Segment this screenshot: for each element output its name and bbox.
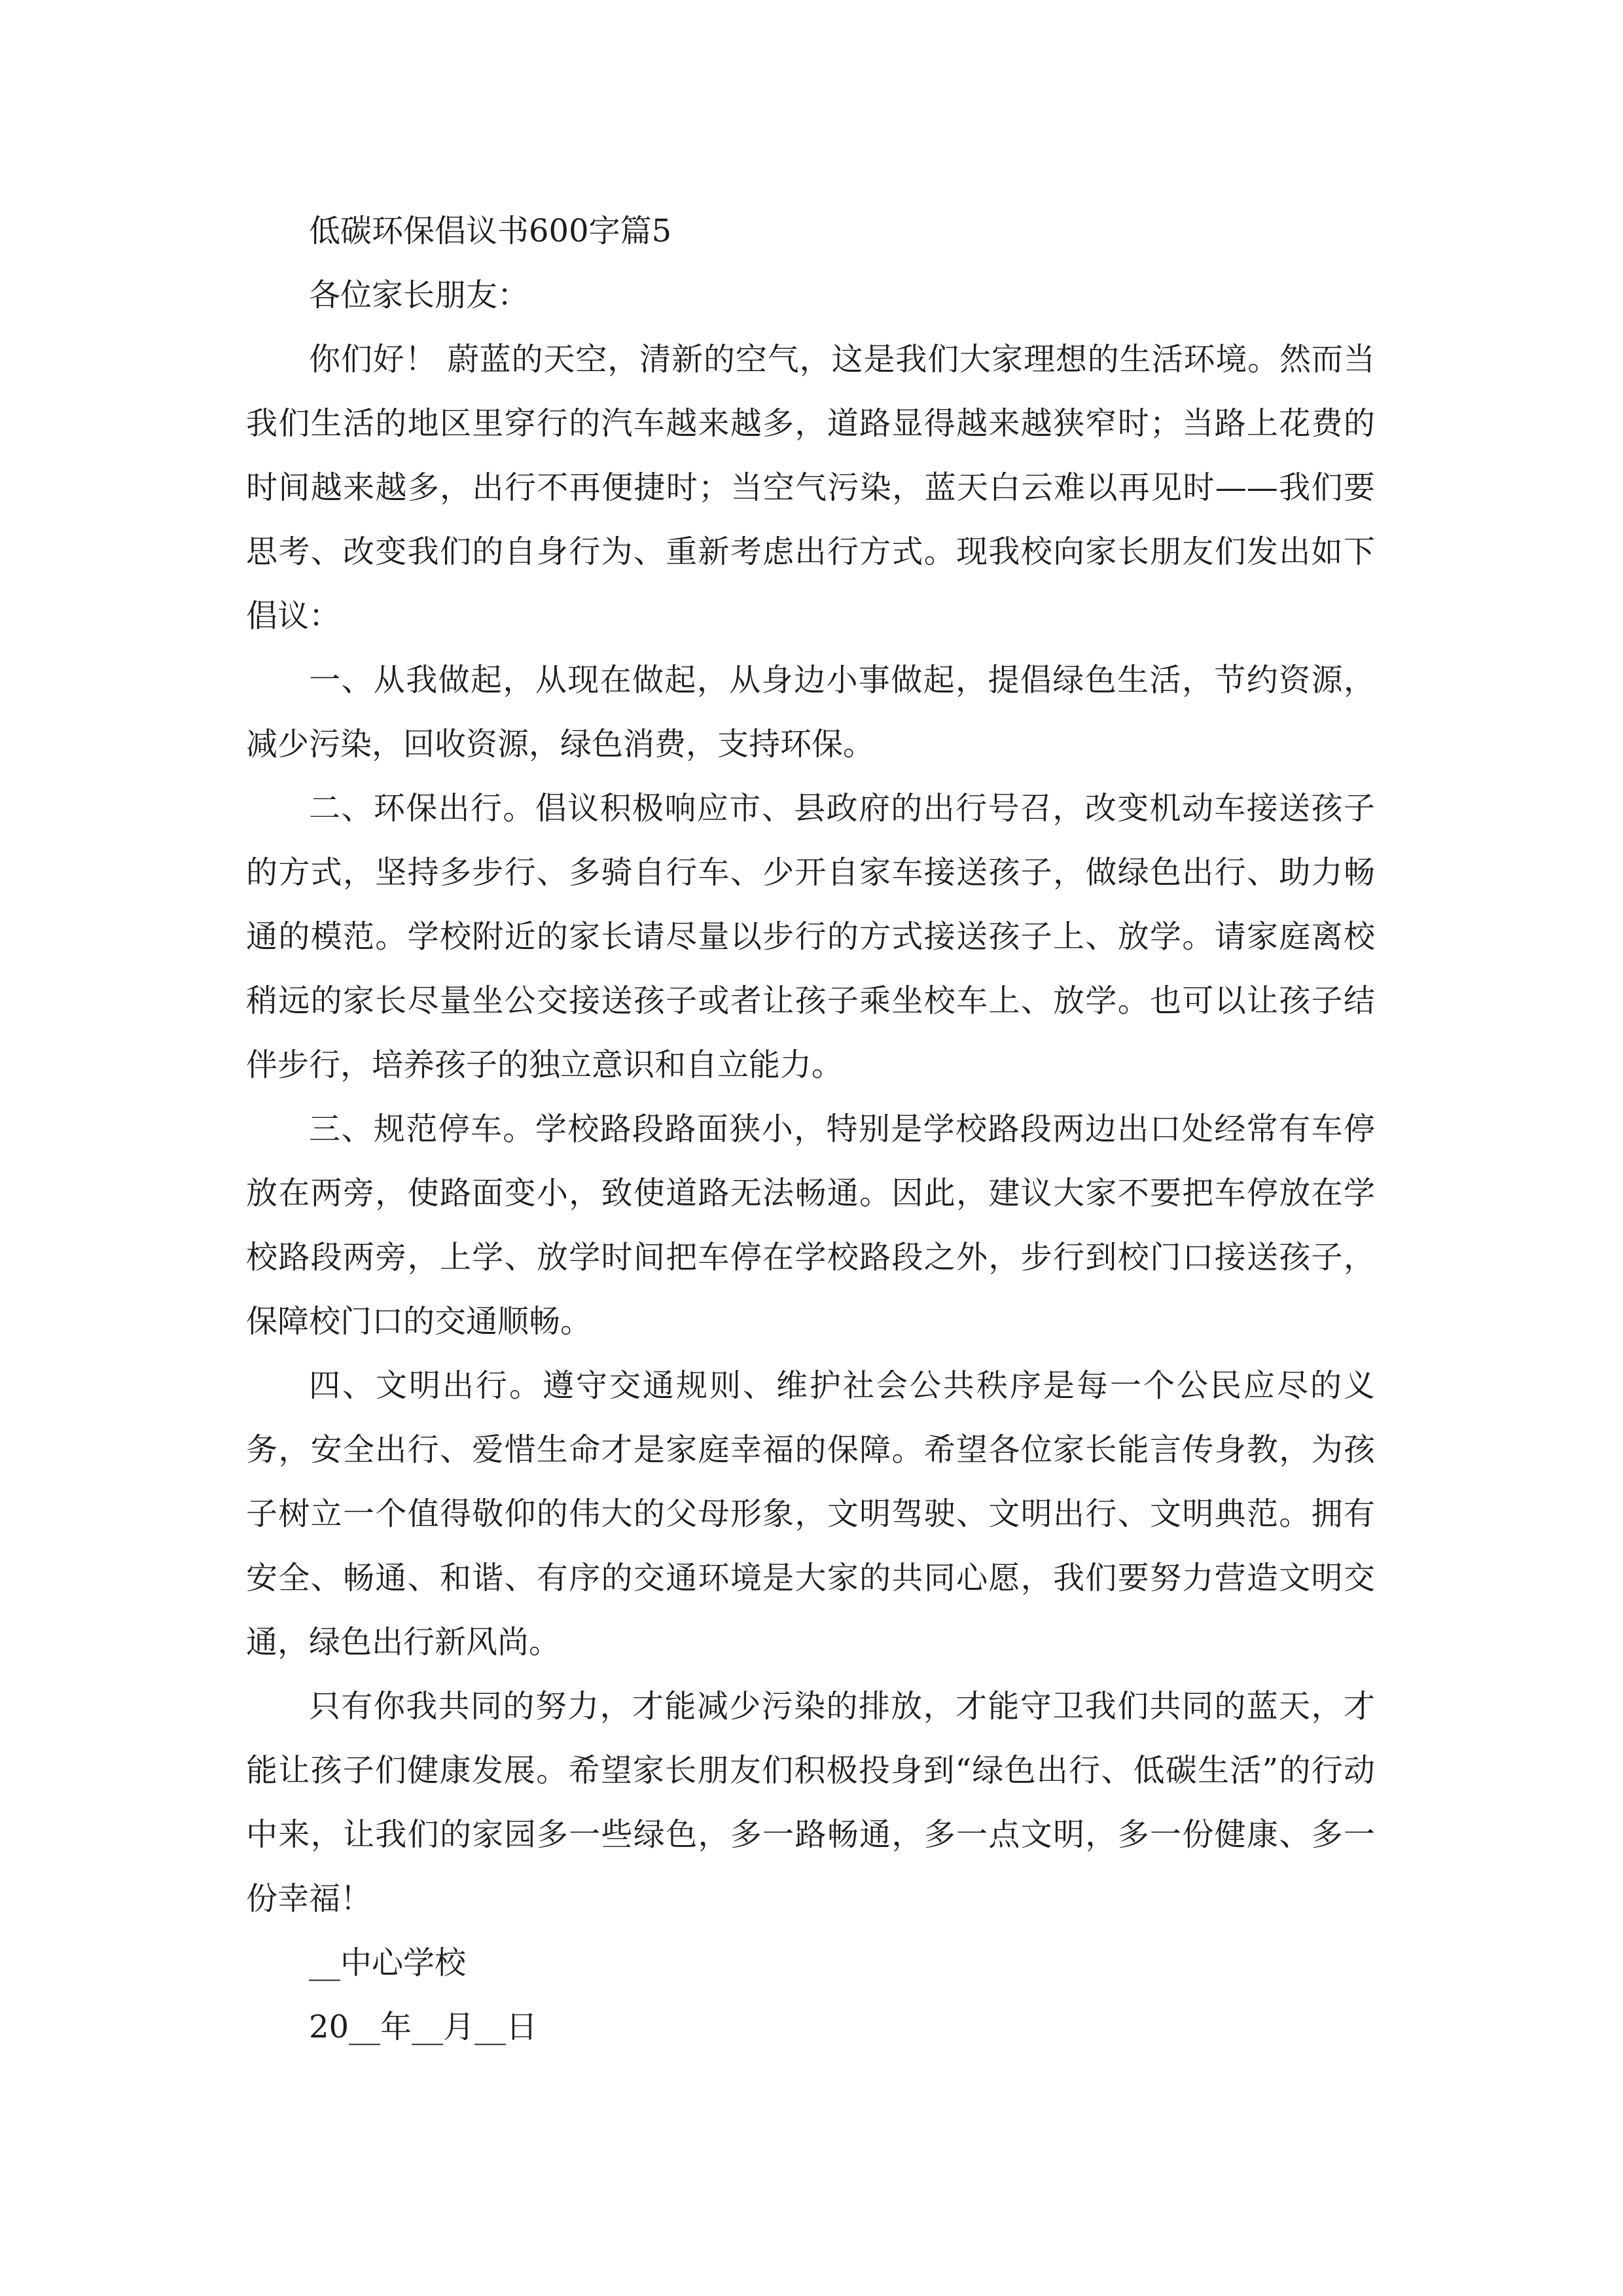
document-body [246,199,1375,2059]
paragraph-item-4: 四、文明出行。遵守交通规则、维护社会公共秩序是每一个公民应尽的义务，安全出行、爱惜生命才是家庭幸福的保障。希望各位家长能言传身教，为孩子树立一个值得敬仰的伟大的父母形象，文明驾驶、文明出行、文明典范。拥有安全、畅通、和谐、有序的交通环境是大家的共同心愿，我们要努力营造文明交通，绿色出行新风尚。 [246,1367,1375,1660]
signature: __中心学校 [309,1945,467,1981]
paragraph-item-3: 三、规范停车。学校路段路面狭小，特别是学校路段两边出口处经常有车停放在两旁，使路面变小，致使道路无法畅通。因此，建议大家不要把车停放在学校路段两旁，上学、放学时间把车停在学校路段之外，步行到校门口接送孩子，保障校门口的交通顺畅。 [246,1111,1375,1340]
date-line: 20__年__月__日 [309,2009,538,2045]
paragraph-closing: 只有你我共同的努力，才能减少污染的排放，才能守卫我们共同的蓝天，才能让孩子们健康发展。希望家长朋友们积极投身到“绿色出行、低碳生活”的行动中来，让我们的家园多一些绿色，多一路畅通，多一点文明，多一份健康、多一份幸福！ [246,1688,1375,1917]
paragraph-item-1: 一、从我做起，从现在做起，从身边小事做起，提倡绿色生活，节约资源，减少污染，回收资源，绿色消费，支持环保。 [246,662,1375,762]
document-title: 低碳环保倡议书600字篇5 [309,213,672,249]
paragraph-greeting: 你们好！ 蔚蓝的天空，清新的空气，这是我们大家理想的生活环境。然而当我们生活的地区里穿行的汽车越来越多，道路显得越来越狭窄时；当路上花费的时间越来越多，出行不再便捷时；当空气污染，蓝天白云难以再见时——我们要思考、改变我们的自身行为、重新考虑出行方式。现我校向家长朋友们发出如下倡议： [246,341,1375,634]
salutation: 各位家长朋友： [309,277,529,314]
paragraph-item-2: 二、环保出行。倡议积极响应市、县政府的出行号召，改变机动车接送孩子的方式，坚持多步行、多骑自行车、少开自家车接送孩子，做绿色出行、助力畅通的模范。学校附近的家长请尽量以步行的方式接送孩子上、放学。请家庭离校稍远的家长尽量坐公交接送孩子或者让孩子乘坐校车上、放学。也可以让孩子结伴步行，培养孩子的独立意识和自立能力。 [246,790,1375,1083]
